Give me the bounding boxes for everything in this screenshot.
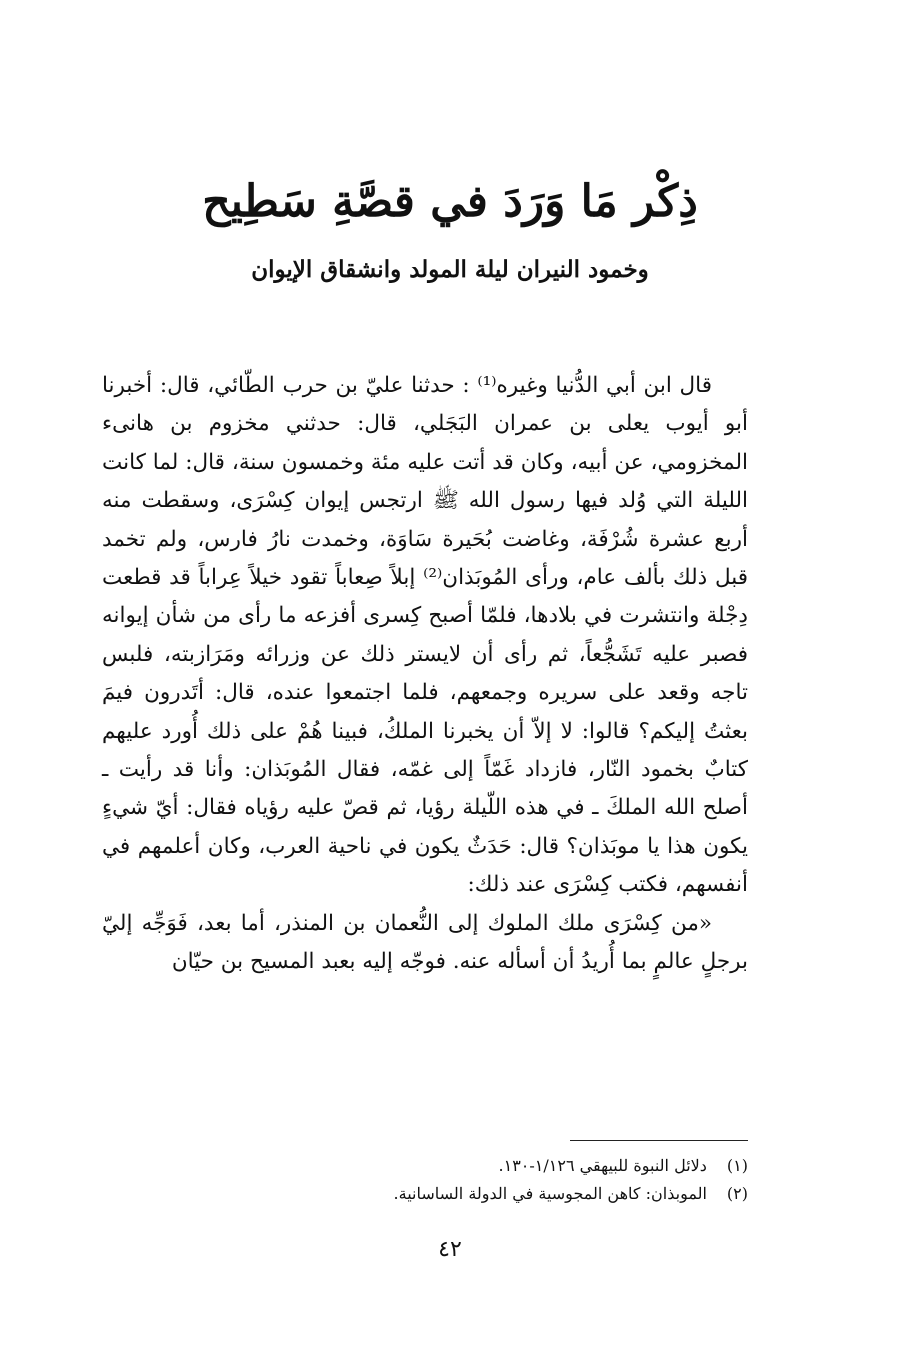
footnotes xyxy=(148,1152,748,1208)
footnote-text: الموبذان: كاهن المجوسية في الدولة الساسانية. xyxy=(393,1184,707,1203)
paragraph-1: قال ابن أبي الدُّنيا وغيره⁽¹⁾ : حدثنا عليّ بن حرب الطّائي، قال: أخبرنا أبو أيوب يعلى بن عمران البَجَلي، قال: حدثني مخزوم بن هانىء المخزومي، عن أبيه، وكان قد أتت عليه مئة وخمسون سنة، قال: لما كانت الليلة التي وُلد فيها رسول الله ﷺ ارتجس إيوان كِسْرَى، وسقطت منه أربع عشرة شُرْفَة، وغاضت بُحَيرة سَاوَة، وخمدت نارُ فارس، ولم تخمد قبل ذلك بألف عام، ورأى المُوبَذان⁽²⁾ إبلاً صِعاباً تقود خيلاً عِراباً قد قطعت دِجْلة وانتشرت في بلادها، فلمّا أصبح كِسرى أفزعه ما رأى من شأن إيوانه فصبر عليه تَشَجُّعاً، ثم رأى أن لايستر ذلك عن وزرائه ومَرَازبته، فلبس تاجه وقعد على سريره وجمعهم، فلما اجتمعوا عنده، قال: أتَدرون فيمَ بعثتُ إليكم؟ قالوا: لا إلاّ أن يخبرنا الملكُ، فبينا هُمْ على ذلك أُورد عليهم كتابٌ بخمود النّار، فازداد غَمّاً إلى غمّه، فقال المُوبَذان: وأنا قد رأيت ـ أصلح الله الملكَ ـ في هذه اللّيلة رؤيا، ثم قصّ عليه رؤياه فقال: أيّ شيءٍ يكون هذا يا موبَذان؟ قال: حَدَثٌ يكون في ناحية العرب، وكان أعلمهم في أنفسهم، فكتب كِسْرَى عند ذلك: xyxy=(102,373,748,898)
footnote-1 xyxy=(148,1152,748,1180)
footnote-text: دلائل النبوة للبيهقي ١/١٢٦-١٣٠. xyxy=(498,1156,707,1175)
footnote-divider xyxy=(570,1140,748,1141)
body-text xyxy=(102,367,748,982)
chapter-title: ذِكْر مَا وَرَدَ في قصَّةِ سَطِيح xyxy=(202,176,698,227)
footnote-2 xyxy=(148,1180,748,1208)
page-number: ٤٢ xyxy=(438,1237,462,1262)
paragraph-2: «من كِسْرَى ملك الملوك إلى النُّعمان بن المنذر، أما بعد، فَوَجِّه إليّ برجلٍ عالمٍ بما أُريدُ أن أسأله عنه. فوجّه إليه بعبد المسيح بن حيّان xyxy=(102,910,748,975)
footnote-number: (١) xyxy=(726,1156,748,1175)
footnote-number: (٢) xyxy=(726,1184,748,1203)
chapter-subtitle: وخمود النيران ليلة المولد وانشقاق الإيوان xyxy=(251,256,649,283)
